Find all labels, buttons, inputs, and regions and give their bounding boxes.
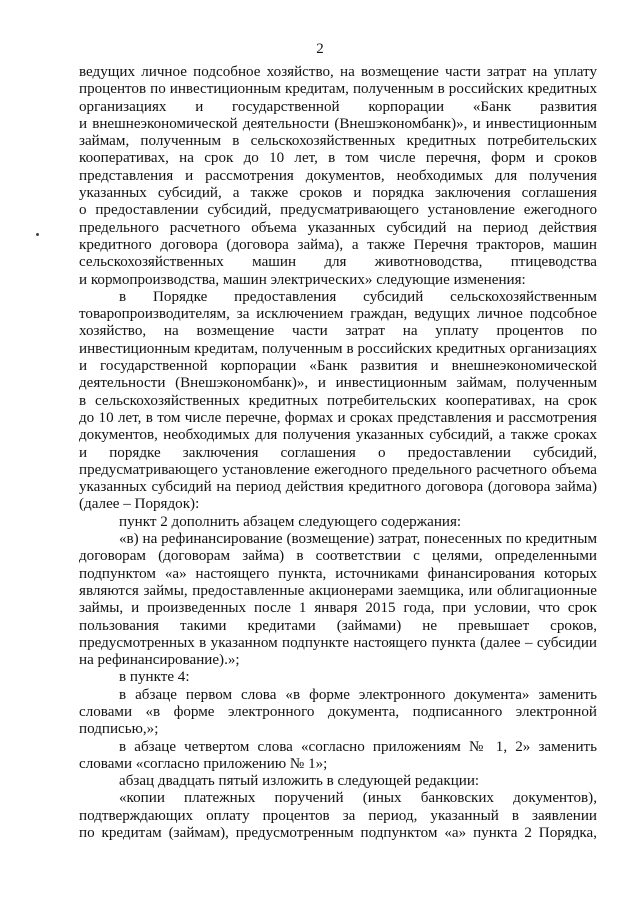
text-line: и государственной корпорации «Банк развития и внешнеэкономической: [79, 358, 597, 375]
text-line: «в) на рефинансирование (возмещение) затрат, понесенных по кредитным: [119, 531, 597, 548]
text-line: и внешнеэкономической деятельности (Внешэкономбанк)», и инвестиционным: [79, 115, 597, 132]
text-line: и кормопроизводства, машин электрических» следующие изменения:: [79, 271, 526, 288]
paragraph: [79, 687, 597, 739]
text-line: словами «в форме электронного документа, подписанного электронной: [79, 703, 597, 720]
text-line: кредитного договора (договора займа), а также Перечня тракторов, машин: [79, 236, 597, 253]
paragraph: [79, 669, 597, 686]
paragraph: [79, 739, 597, 774]
text-line: указанных субсидий, а также сроков и порядка заключения соглашения: [79, 185, 597, 202]
text-line: в пункте 4:: [119, 669, 190, 686]
paragraph: [79, 773, 597, 790]
paragraph: [79, 64, 597, 289]
text-line: словами «согласно приложению № 1»;: [79, 755, 328, 772]
text-line: организациях и государственной корпорации «Банк развития: [79, 98, 597, 115]
text-line: подтверждающих оплату процентов за период, указанный в заявлении: [79, 807, 597, 824]
text-line: подпунктом «а» настоящего пункта, источниками финансирования которых: [79, 565, 597, 582]
text-line: пункт 2 дополнить абзацем следующего содержания:: [119, 513, 462, 530]
text-line: ведущих личное подсобное хозяйство, на возмещение части затрат на уплату: [79, 64, 597, 80]
text-line: (далее – Порядок):: [79, 496, 200, 513]
text-line: кооперативах, на срок до 10 лет, в том числе перечня, форм и сроков: [79, 150, 597, 167]
text-line: в Порядке предоставления субсидий сельскохозяйственным: [119, 288, 597, 305]
text-line: сельскохозяйственных машин для животноводства, птицеводства: [79, 254, 597, 271]
text-line: подписью,»;: [79, 721, 159, 738]
text-line: займам, полученным в сельскохозяйственных кредитных потребительских: [79, 133, 597, 150]
text-line: предельного расчетного объема указанных субсидий на период действия: [79, 219, 597, 236]
text-line: в абзаце четвертом слова «согласно приложениям № 1, 2» заменить: [119, 738, 597, 755]
text-line: хозяйство, на возмещение части затрат на уплату процентов по: [79, 323, 597, 340]
paragraph: [79, 531, 597, 669]
text-line: предусмотренных в указанном подпункте настоящего пункта (далее – субсидии: [79, 634, 597, 651]
text-line: в сельскохозяйственных кредитных потребительских кооперативах, на срок: [79, 392, 597, 409]
paragraph: [79, 514, 597, 531]
text-line: и порядке заключения соглашения о предоставлении субсидий,: [79, 444, 597, 461]
text-line: указанных субсидий на период действия кредитного договора (договора займа): [79, 479, 597, 496]
text-line: на рефинансирование).»;: [79, 652, 240, 669]
text-line: деятельности (Внешэкономбанк)», и инвестиционным займам, полученным: [79, 375, 597, 392]
paragraph: [79, 790, 597, 842]
margin-mark: [36, 233, 39, 236]
text-line: до 10 лет, в том числе перечне, формах и сроках представления и рассмотрения: [79, 409, 597, 426]
text-line: по кредитам (займам), предусмотренным подпунктом «а» пункта 2 Порядка,: [79, 825, 597, 842]
text-line: договорам (договорам займа) в соответствии с целями, определенными: [79, 548, 597, 565]
text-line: документов, необходимых для получения указанных субсидий, а также сроках: [79, 427, 597, 444]
text-line: в абзаце первом слова «в форме электронного документа» заменить: [119, 686, 597, 703]
text-line: процентов по инвестиционным кредитам, полученным в российских кредитных: [79, 81, 597, 98]
text-line: инвестиционным кредитам, полученным в российских кредитных организациях: [79, 340, 597, 357]
text-line: товаропроизводителям, за исключением граждан, ведущих личное подсобное: [79, 306, 597, 323]
text-line: о предоставлении субсидий, предусматривающего установление ежегодного: [79, 202, 597, 219]
text-line: являются займы, предоставленные акционерами заемщика, или облигационные: [79, 582, 597, 599]
text-line: пользования такими кредитами (займами) не превышает сроков,: [79, 617, 597, 634]
document-body: [79, 64, 597, 842]
text-line: представления и рассмотрения документов, необходимых для получения: [79, 167, 597, 184]
paragraph: [79, 289, 597, 514]
page-number: 2: [316, 41, 324, 57]
text-line: абзац двадцать пятый изложить в следующей редакции:: [119, 773, 480, 790]
text-line: «копии платежных поручений (иных банковских документов),: [119, 790, 597, 807]
text-line: предусматривающего установление ежегодного предельного расчетного объема: [79, 461, 597, 478]
text-line: займы, и произведенных после 1 января 2015 года, при условии, что срок: [79, 600, 597, 617]
